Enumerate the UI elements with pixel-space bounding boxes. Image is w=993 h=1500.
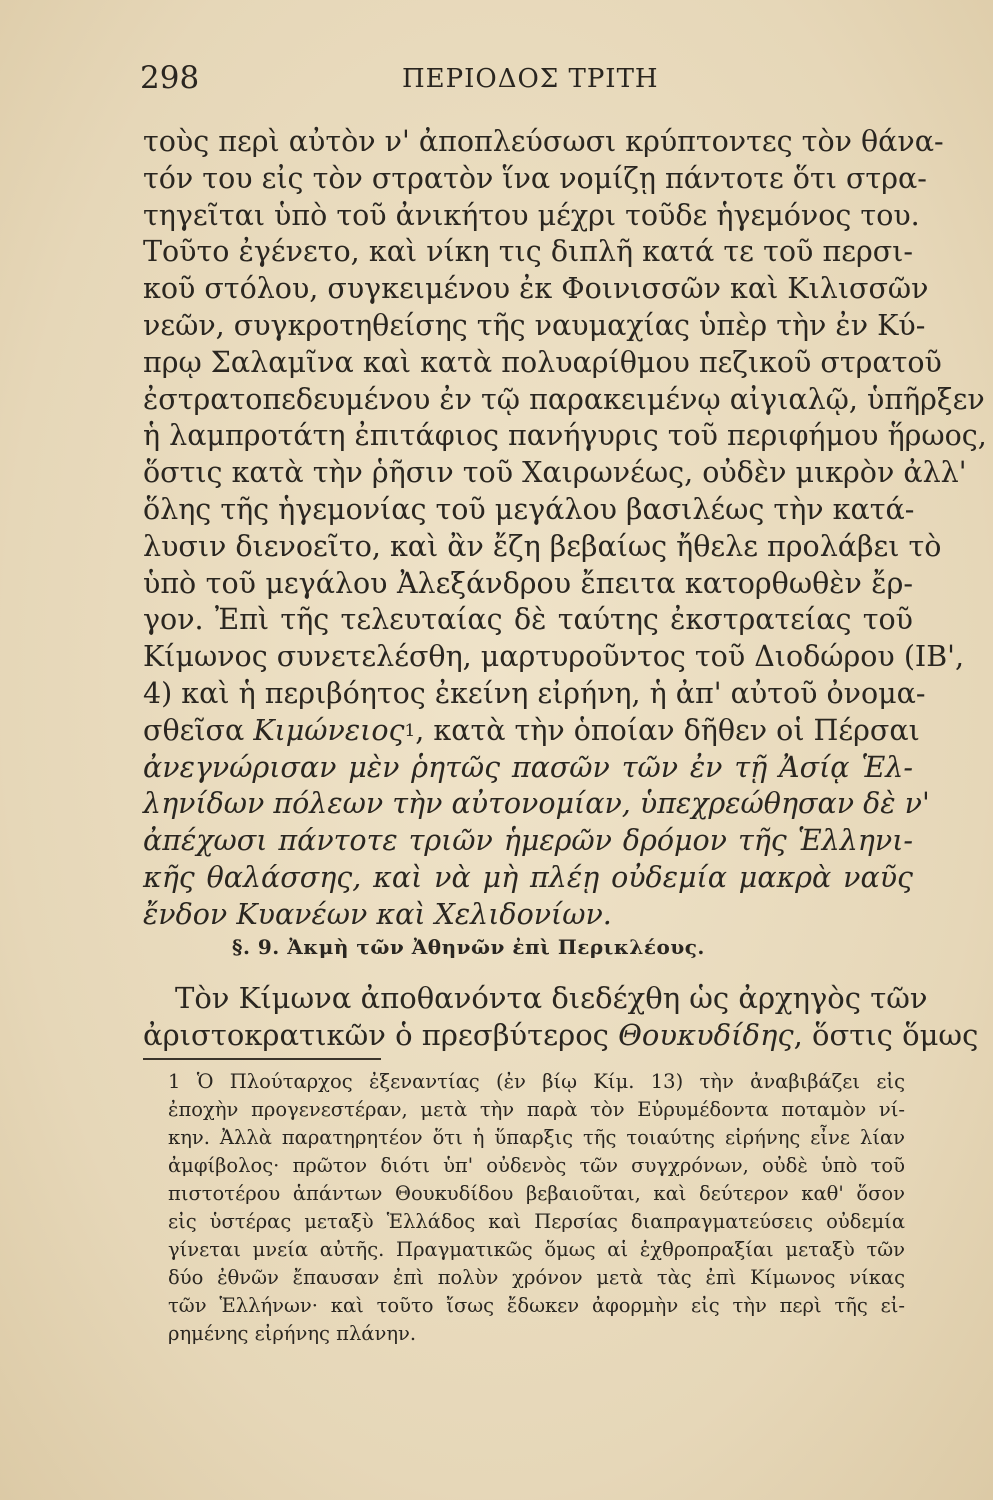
- italic-line: κῆς θαλάσσης, καὶ νὰ μὴ πλέῃ οὐδεμία μακρὰ ναῦς: [143, 860, 913, 894]
- text-line: ἡ λαμπροτάτη ἐπιτάφιος πανήγυρις τοῦ περιφήμου ἥρωος,: [143, 419, 987, 453]
- text-line: γον. Ἐπὶ τῆς τελευταίας δὲ ταύτης ἐκστρατείας τοῦ: [143, 603, 913, 637]
- text-line: πρῳ Σαλαμῖνα καὶ κατὰ πολυαρίθμου πεζικοῦ στρατοῦ: [143, 345, 942, 379]
- line-suffix: , ὅστις ὅμως: [793, 1018, 979, 1052]
- text-line: τόν του εἰς τὸν στρατὸν ἵνα νομίζῃ πάντοτε ὅτι στρα-: [143, 161, 927, 195]
- page-number: 298: [140, 60, 200, 96]
- text-line: Τοῦτο ἐγένετο, καὶ νίκη τις διπλῆ κατά τε τοῦ περσι-: [143, 235, 913, 269]
- footnote-line: ἐποχὴν προγενεστέραν, μετὰ τὴν παρὰ τὸν Εὐρυμέδοντα ποταμὸν νί-: [168, 1098, 905, 1121]
- footnote-line: πιστοτέρου ἁπάντων Θουκυδίδου βεβαιοῦται, καὶ δεύτερον καθ' ὅσον: [168, 1182, 905, 1205]
- footnotes: [168, 1068, 905, 1348]
- italic-line: ἔνδον Κυανέων καὶ Χελιδονίων.: [143, 897, 612, 931]
- text-line: ἐστρατοπεδευμένου ἐν τῷ παρακειμένῳ αἰγιαλῷ, ὑπῆρξεν: [143, 382, 985, 416]
- text-line: νεῶν, συγκροτηθείσης τῆς ναυμαχίας ὑπὲρ τὴν ἐν Κύ-: [143, 308, 926, 342]
- page-header: [140, 60, 915, 110]
- text-line: Τὸν Κίμωνα ἀποθανόντα διεδέχθη ὡς ἀρχηγὸς τῶν: [175, 981, 928, 1015]
- italic-term: Κιμώνειος: [253, 713, 405, 747]
- text-line: τηγεῖται ὑπὸ τοῦ ἀνικήτου μέχρι τοῦδε ἡγεμόνος του.: [143, 198, 920, 232]
- italic-line: ἀνεγνώρισαν μὲν ῥητῶς πασῶν τῶν ἐν τῇ Ἀσίᾳ Ἑλ-: [143, 750, 913, 784]
- italic-name: Θουκυδίδης: [618, 1018, 794, 1052]
- footnote-line: ἀμφίβολος· πρῶτον διότι ὑπ' οὐδενὸς τῶν συγχρόνων, οὐδὲ ὑπὸ τοῦ: [168, 1154, 905, 1177]
- footnote-line: τῶν Ἑλλήνων· καὶ τοῦτο ἴσως ἔδωκεν ἀφορμὴν εἰς τὴν περὶ τῆς εἰ-: [168, 1294, 905, 1317]
- line-prefix: σθεῖσα: [143, 713, 254, 747]
- line-prefix: ἀριστοκρατικῶν ὁ πρεσβύτερος: [143, 1018, 619, 1052]
- text-line: [143, 1017, 979, 1054]
- footnote-line: 1 Ὁ Πλούταρχος ἐξεναντίας (ἐν βίῳ Κίμ. 13) τὴν ἀναβιβάζει εἰς: [168, 1070, 905, 1093]
- section-paragraph: [143, 980, 979, 1054]
- footnote-divider: [143, 1058, 381, 1060]
- main-text: [143, 124, 987, 934]
- italic-line: ληνίδων πόλεων τὴν αὐτονομίαν, ὑπεχρεώθησαν δὲ ν': [143, 787, 930, 821]
- italic-line: ἀπέχωσι πάντοτε τριῶν ἡμερῶν δρόμον τῆς Ἑλληνι-: [143, 824, 913, 858]
- text-line: ὑπὸ τοῦ μεγάλου Ἀλεξάνδρου ἔπειτα κατορθωθὲν ἔρ-: [143, 566, 913, 600]
- section-heading: §. 9. Ἀκμὴ τῶν Ἀθηνῶν ἐπὶ Περικλέους.: [232, 935, 705, 959]
- text-line: 4) καὶ ἡ περιβόητος ἐκείνη εἰρήνη, ἡ ἀπ' αὐτοῦ ὀνομα-: [143, 676, 926, 710]
- text-line-kimoneios: [143, 713, 920, 750]
- text-line: λυσιν διενοεῖτο, καὶ ἂν ἔζη βεβαίως ἤθελε προλάβει τὸ: [143, 529, 942, 563]
- footnote-reference[interactable]: 1: [404, 720, 416, 741]
- footnote-line: γίνεται μνεία αὐτῆς. Πραγματικῶς ὅμως αἱ ἐχθροπραξίαι μεταξὺ τῶν: [168, 1238, 905, 1261]
- text-line: κοῦ στόλου, συγκειμένου ἐκ Φοινισσῶν καὶ Κιλισσῶν: [143, 272, 929, 306]
- text-line: ὅστις κατὰ τὴν ῥῆσιν τοῦ Χαιρωνέως, οὐδὲν μικρὸν ἀλλ': [143, 456, 967, 490]
- footnote-line: δύο ἐθνῶν ἔπαυσαν ἐπὶ πολὺν χρόνον μετὰ τὰς ἐπὶ Κίμωνος νίκας: [168, 1266, 905, 1289]
- text-line: τοὺς περὶ αὐτὸν ν' ἀποπλεύσωσι κρύπτοντες τὸν θάνα-: [143, 125, 944, 158]
- text-line: Κίμωνος συνετελέσθη, μαρτυροῦντος τοῦ Διοδώρου (ΙΒ',: [143, 640, 965, 674]
- footnote-line: εἰς ὑστέρας μεταξὺ Ἑλλάδος καὶ Περσίας διαπραγματεύσεις οὐδεμία: [168, 1210, 905, 1233]
- text-line: ὅλης τῆς ἡγεμονίας τοῦ μεγάλου βασιλέως τὴν κατά-: [143, 492, 915, 526]
- footnote-line: κην. Ἀλλὰ παρατηρητέον ὅτι ἡ ὕπαρξις τῆς τοιαύτης εἰρήνης εἶνε λίαν: [168, 1126, 905, 1149]
- footnote-line: ρημένης εἰρήνης πλάνην.: [168, 1322, 417, 1345]
- running-title: ΠΕΡΙΟΔΟΣ ΤΡΙΤΗ: [402, 64, 659, 94]
- line-suffix: , κατὰ τὴν ὁποίαν δῆθεν οἱ Πέρσαι: [415, 713, 920, 747]
